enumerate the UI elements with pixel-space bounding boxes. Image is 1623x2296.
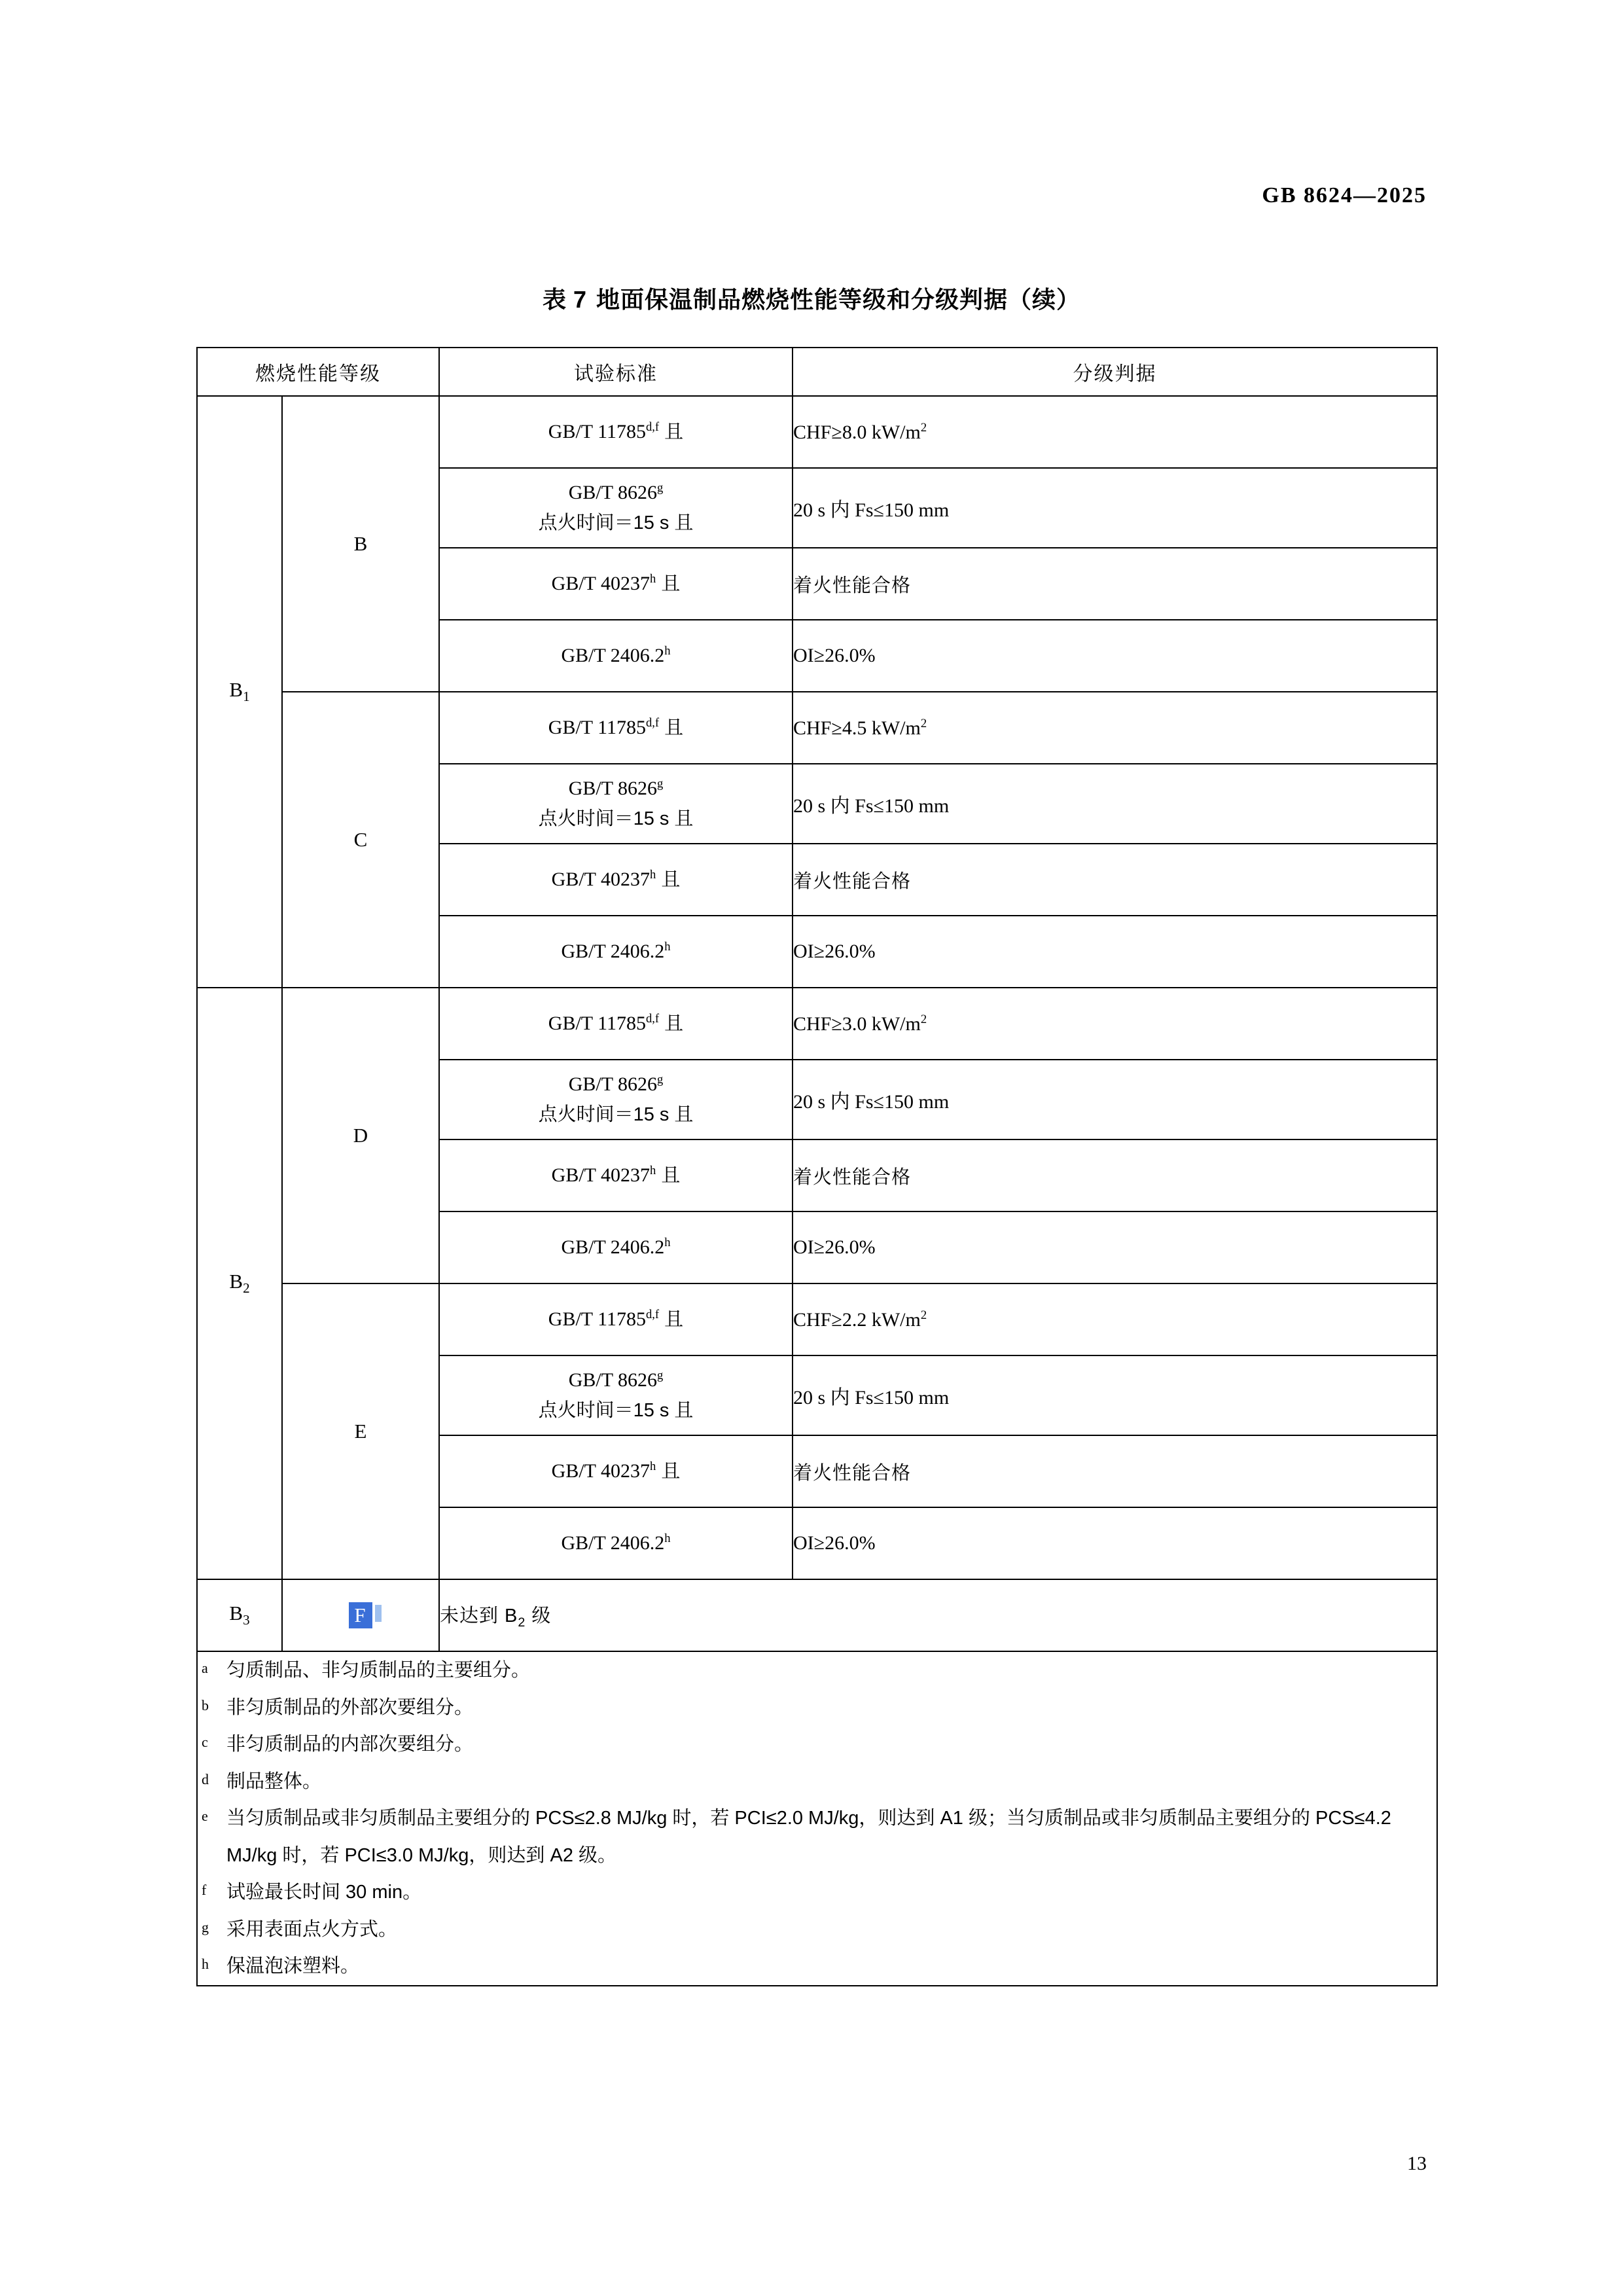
standard-cell: GB/T 2406.2$^h$	[439, 620, 793, 692]
column-header-criteria: 分级判据	[793, 348, 1437, 396]
footnote-c	[198, 1726, 1436, 1763]
criteria-cell: OI≥26.0%	[793, 1507, 1437, 1579]
footnote-text: 采用表面点火方式。	[226, 1918, 398, 1940]
footnote-text: 匀质制品、非匀质制品的主要组分。	[226, 1660, 531, 1681]
standard-cell: GB/T 11785$^{d,f}$ 且	[439, 988, 793, 1060]
table-title-text: 地面保温制品燃烧性能等级和分级判据（续）	[596, 286, 1081, 313]
footnote-g	[198, 1911, 1436, 1948]
criteria-cell: 着火性能合格	[793, 1139, 1437, 1211]
table-row	[197, 396, 1437, 468]
table-row-b3	[197, 1579, 1437, 1651]
standard-cell: GB/T 40237$^h$ 且	[439, 844, 793, 916]
table-title-number: 7	[573, 286, 588, 313]
criteria-cell: 着火性能合格	[793, 548, 1437, 620]
page-header-standard-code: GB 8624—2025	[1262, 183, 1427, 207]
criteria-cell: 20 s 内 Fs≤150 mm	[793, 764, 1437, 844]
footnote-h	[198, 1948, 1436, 1985]
standard-cell: GB/T 11785$^{d,f}$ 且	[439, 396, 793, 468]
footnote-text: 试验最长时间 30 min。	[226, 1882, 422, 1903]
standard-cell: GB/T 11785$^{d,f}$ 且	[439, 1283, 793, 1355]
footnote-f	[198, 1874, 1436, 1911]
standard-cell: GB/T 8626$^g$ 点火时间＝15 s 且	[439, 1060, 793, 1139]
subgrade-cell-d: D	[282, 988, 439, 1283]
standard-cell: GB/T 40237$^h$ 且	[439, 1435, 793, 1507]
standard-cell: GB/T 40237$^h$ 且	[439, 548, 793, 620]
criteria-cell: CHF≥4.5 $kW/m^2$	[793, 692, 1437, 764]
column-header-test-standard: 试验标准	[439, 348, 793, 396]
standard-cell: GB/T 2406.2$^h$	[439, 916, 793, 988]
subgrade-cell-f[interactable]	[282, 1579, 439, 1651]
grade-subscript: 2	[243, 1280, 250, 1297]
page-number: 13	[1407, 2153, 1427, 2174]
footnote-d	[198, 1763, 1436, 1801]
standard-cell: GB/T 8626$^g$ 点火时间＝15 s 且	[439, 764, 793, 844]
criteria-cell: 20 s 内 Fs≤150 mm	[793, 1060, 1437, 1139]
footnote-e	[198, 1800, 1436, 1874]
table-row	[197, 988, 1437, 1060]
table-header-row	[197, 348, 1437, 396]
footnote-text: 非匀质制品的外部次要组分。	[226, 1696, 474, 1718]
criteria-cell: CHF≥3.0 $kW/m^2$	[793, 988, 1437, 1060]
footnote-b	[198, 1689, 1436, 1727]
criteria-cell: CHF≥8.0 $kW/m^2$	[793, 396, 1437, 468]
criteria-cell: OI≥26.0%	[793, 916, 1437, 988]
subgrade-cell-c: C	[282, 692, 439, 988]
standard-cell: GB/T 11785$^{d,f}$ 且	[439, 692, 793, 764]
criteria-cell: 20 s 内 Fs≤150 mm	[793, 468, 1437, 548]
footnote-mark: c	[202, 1734, 208, 1751]
footnote-text: 当匀质制品或非匀质制品主要组分的 PCS≤2.8 MJ/kg 时，若 PCI≤2.0 MJ/kg，则达到 A1 级；当匀质制品或非匀质制品主要组分的 PCS≤4.2 MJ/kg 时，若 PCI≤3.0 MJ/kg，则达到 A2 级。	[226, 1808, 1391, 1866]
footnote-text: 非匀质制品的内部次要组分。	[226, 1734, 474, 1755]
footnote-mark: e	[202, 1808, 208, 1825]
criteria-cell: 着火性能合格	[793, 844, 1437, 916]
criteria-cell-b3	[439, 1579, 1437, 1651]
standard-cell: GB/T 2406.2$^h$	[439, 1211, 793, 1283]
grade-cell-b3: $B_3$	[197, 1579, 282, 1651]
b3-criteria-text: 未达到 $B_2$ 级	[440, 1605, 552, 1630]
criteria-cell: OI≥26.0%	[793, 620, 1437, 692]
footnote-text: 制品整体。	[226, 1770, 322, 1792]
column-header-grade: 燃烧性能等级	[197, 348, 439, 396]
standard-cell: GB/T 8626$^g$ 点火时间＝15 s 且	[439, 1355, 793, 1435]
table-row	[197, 692, 1437, 764]
footnote-mark: g	[202, 1918, 209, 1935]
table-title	[0, 281, 1623, 315]
grade-cell-b2	[197, 988, 282, 1579]
footnote-mark: f	[202, 1882, 207, 1899]
grade-subscript: 1	[243, 689, 250, 705]
grade-letter: B	[229, 678, 243, 702]
table-row	[197, 1283, 1437, 1355]
standard-cell: GB/T 2406.2$^h$	[439, 1507, 793, 1579]
classification-table	[196, 347, 1438, 1986]
footnote-text: 保温泡沫塑料。	[226, 1956, 360, 1977]
grade-letter: B	[229, 1270, 243, 1293]
standard-cell: GB/T 8626$^g$ 点火时间＝15 s 且	[439, 468, 793, 548]
selected-text-highlight[interactable]: F	[349, 1602, 372, 1628]
subgrade-cell-b: B	[282, 396, 439, 692]
criteria-cell: 20 s 内 Fs≤150 mm	[793, 1355, 1437, 1435]
criteria-cell: OI≥26.0%	[793, 1211, 1437, 1283]
table-footnotes	[197, 1651, 1437, 1986]
criteria-cell: 着火性能合格	[793, 1435, 1437, 1507]
footnote-mark: b	[202, 1696, 209, 1713]
footnote-mark: a	[202, 1660, 208, 1676]
footnote-a	[198, 1652, 1436, 1689]
footnote-mark: h	[202, 1956, 209, 1973]
standard-cell: GB/T 40237$^h$ 且	[439, 1139, 793, 1211]
criteria-cell: CHF≥2.2 $kW/m^2$	[793, 1283, 1437, 1355]
subgrade-cell-e: E	[282, 1283, 439, 1579]
footnote-mark: d	[202, 1770, 209, 1787]
table-notes-row	[197, 1651, 1437, 1986]
grade-cell-b1	[197, 396, 282, 988]
table-title-label: 表	[542, 286, 567, 313]
text-cursor	[375, 1605, 382, 1622]
